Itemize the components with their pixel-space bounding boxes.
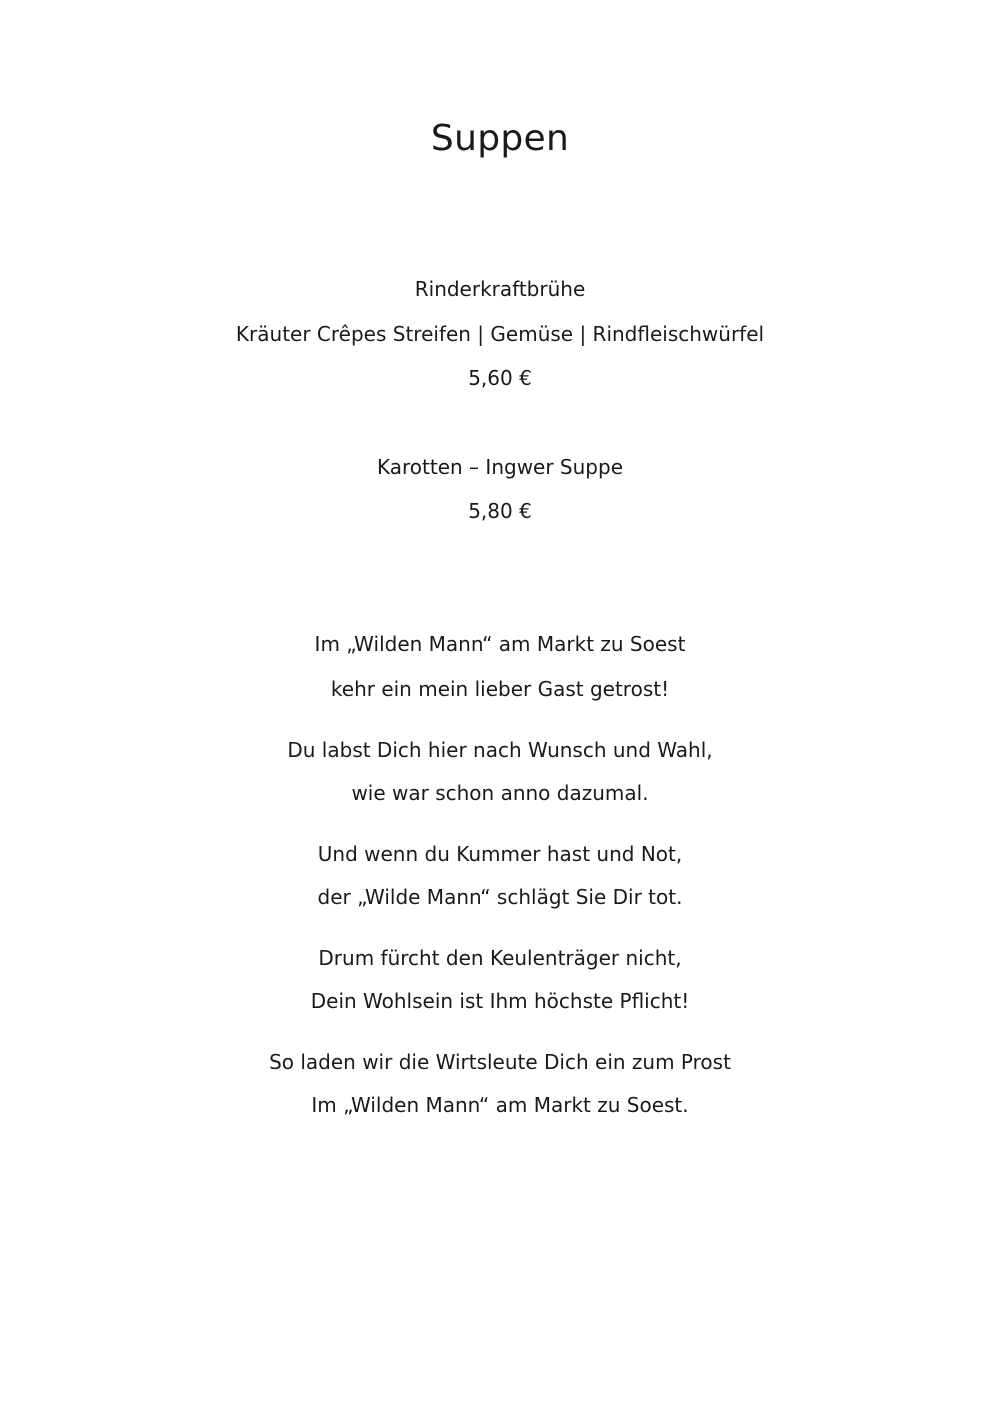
dish-description: Kräuter Crêpes Streifen | Gemüse | Rindfleischwürfel <box>235 322 765 346</box>
poem-line: Dein Wohlsein ist Ihm höchste Pflicht! <box>310 989 690 1013</box>
poem-line: kehr ein mein lieber Gast getrost! <box>330 677 670 701</box>
poem-line: Im „Wilden Mann“ am Markt zu Soest. <box>311 1093 689 1117</box>
dish-name: Karotten – Ingwer Suppe <box>377 455 623 479</box>
poem-line: Im „Wilden Mann“ am Markt zu Soest <box>314 632 686 656</box>
dish-price: 5,80 € <box>468 499 532 523</box>
dish-price: 5,60 € <box>468 366 532 390</box>
page-title: Suppen <box>430 118 570 159</box>
poem-line: wie war schon anno dazumal. <box>351 781 649 805</box>
poem-line: Drum fürcht den Keulenträger nicht, <box>318 946 682 970</box>
poem-line: So laden wir die Wirtsleute Dich ein zum Prost <box>269 1050 731 1074</box>
poem-line: Und wenn du Kummer hast und Not, <box>317 842 683 866</box>
poem-line: der „Wilde Mann“ schlägt Sie Dir tot. <box>317 885 683 909</box>
dish-name: Rinderkraftbrühe <box>414 277 586 301</box>
poem-line: Du labst Dich hier nach Wunsch und Wahl, <box>287 738 713 762</box>
